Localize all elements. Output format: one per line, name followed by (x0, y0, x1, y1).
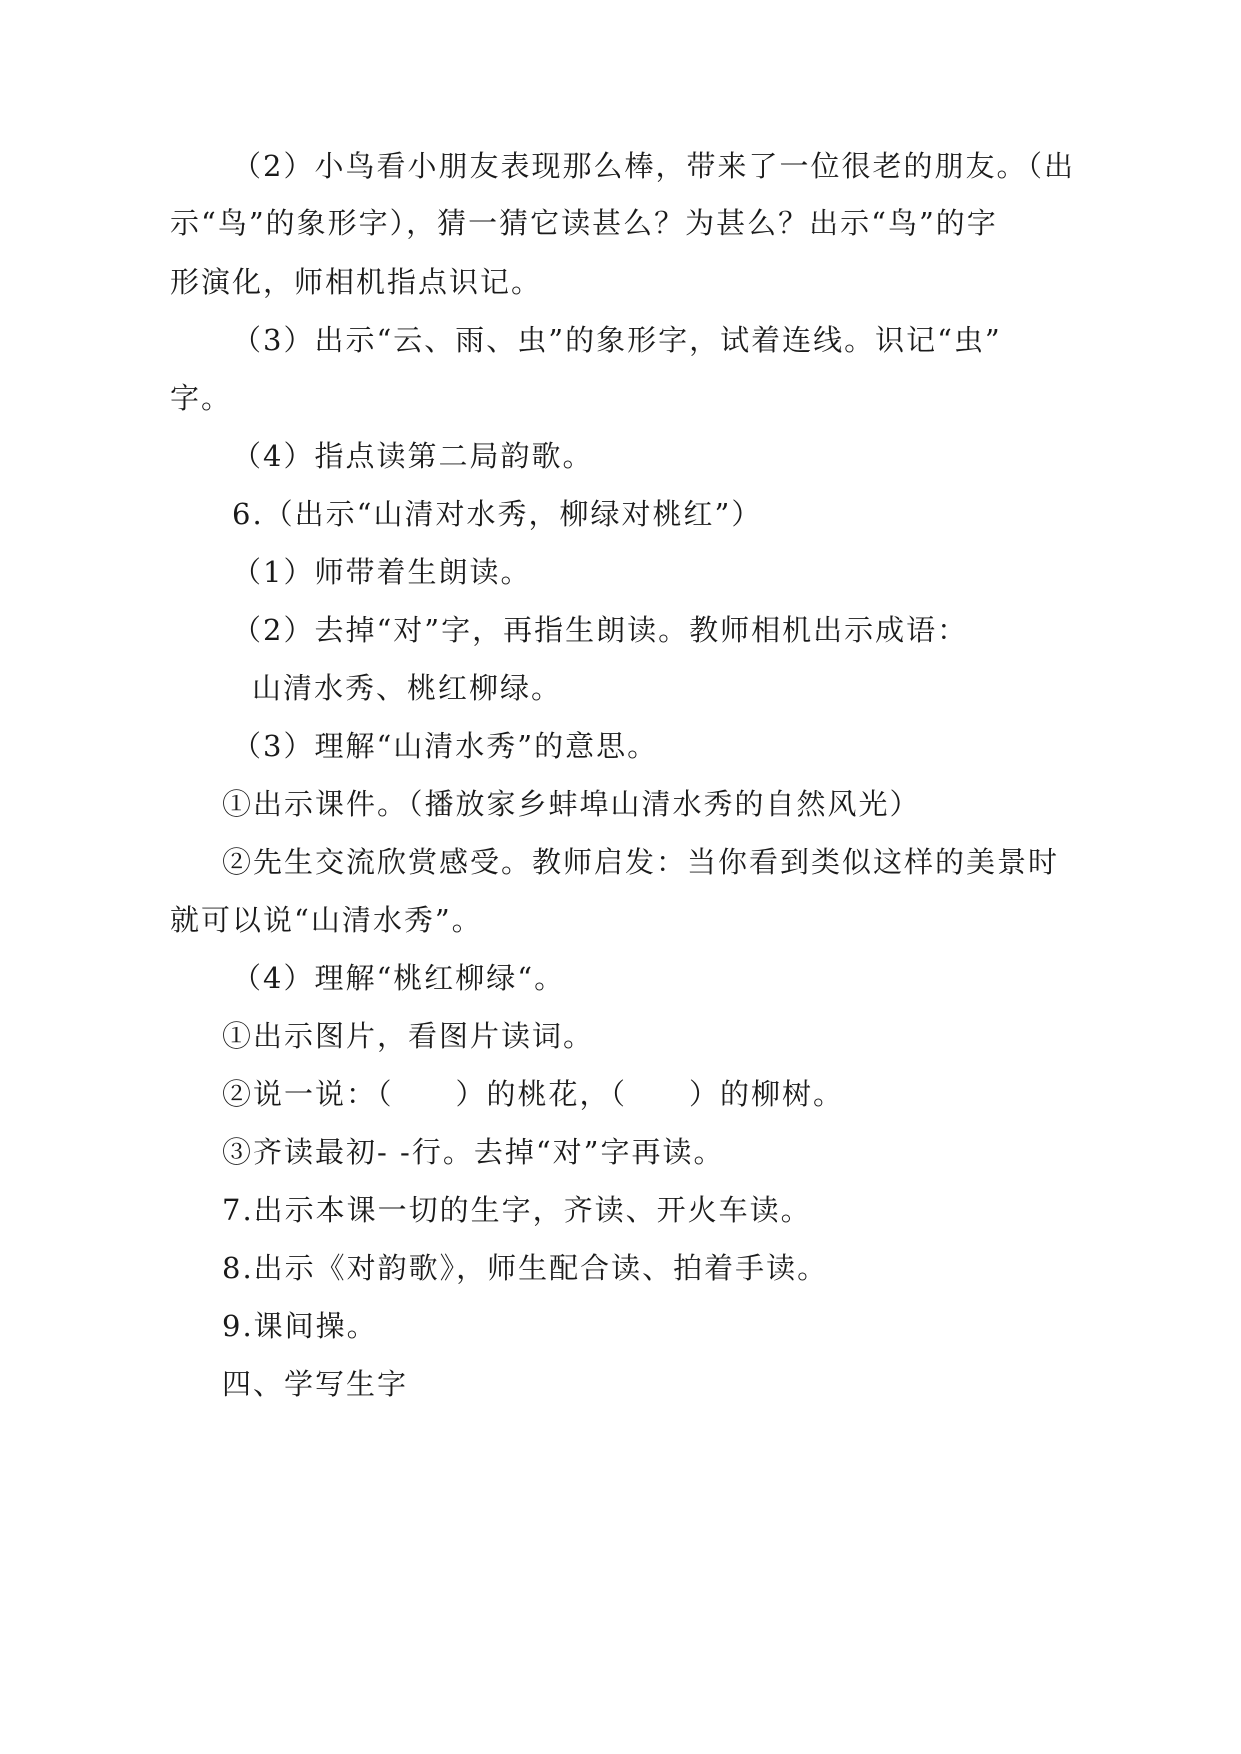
text-line: ②说一说：（ ）的桃花，（ ）的柳树。 (222, 1077, 845, 1111)
text-line: 山清水秀、桃红柳绿。 (252, 671, 563, 705)
text-line: 字。 (170, 381, 233, 415)
text-line: 6.（出示“山清对水秀，柳绿对桃红”） (232, 497, 763, 531)
text-line: 8.出示《对韵歌》，师生配合读、拍着手读。 (222, 1251, 829, 1285)
text-line: 9.课间操。 (222, 1309, 378, 1343)
text-line: （4）理解“桃红柳绿“。 (232, 961, 566, 995)
text-line: （1）师带着生朗读。 (232, 555, 532, 589)
text-line: （3）出示“云、雨、虫”的象形字，试着连线。识记“虫” (232, 323, 1002, 357)
text-line: （4）指点读第二局韵歌。 (232, 439, 594, 473)
text-line: （2）去掉“对”字，再指生朗读。教师相机出示成语： (232, 613, 969, 647)
text-line: 形演化，师相机指点识记。 (170, 265, 543, 299)
text-line: 7.出示本课一切的生字，齐读、开火车读。 (222, 1193, 812, 1227)
section-heading: 四、学写生字 (222, 1367, 409, 1401)
text-line: 示“鸟”的象形字），猜一猜它读甚么？为甚么？出示“鸟”的字 (170, 206, 998, 240)
text-line: （3）理解“山清水秀”的意思。 (232, 729, 659, 763)
text-line: （2）小鸟看小朋友表现那么棒，带来了一位很老的朋友。（出 (232, 149, 1075, 183)
text-line: ①出示图片，看图片读词。 (222, 1019, 595, 1053)
text-line: ①出示课件。（播放家乡蚌埠山清水秀的自然风光） (222, 787, 921, 821)
text-line: ③齐读最初- -行。去掉“对”字再读。 (222, 1135, 725, 1169)
text-line: ②先生交流欣赏感受。教师启发：当你看到类似这样的美景时 (222, 845, 1060, 879)
text-line: 就可以说“山清水秀”。 (170, 903, 483, 937)
